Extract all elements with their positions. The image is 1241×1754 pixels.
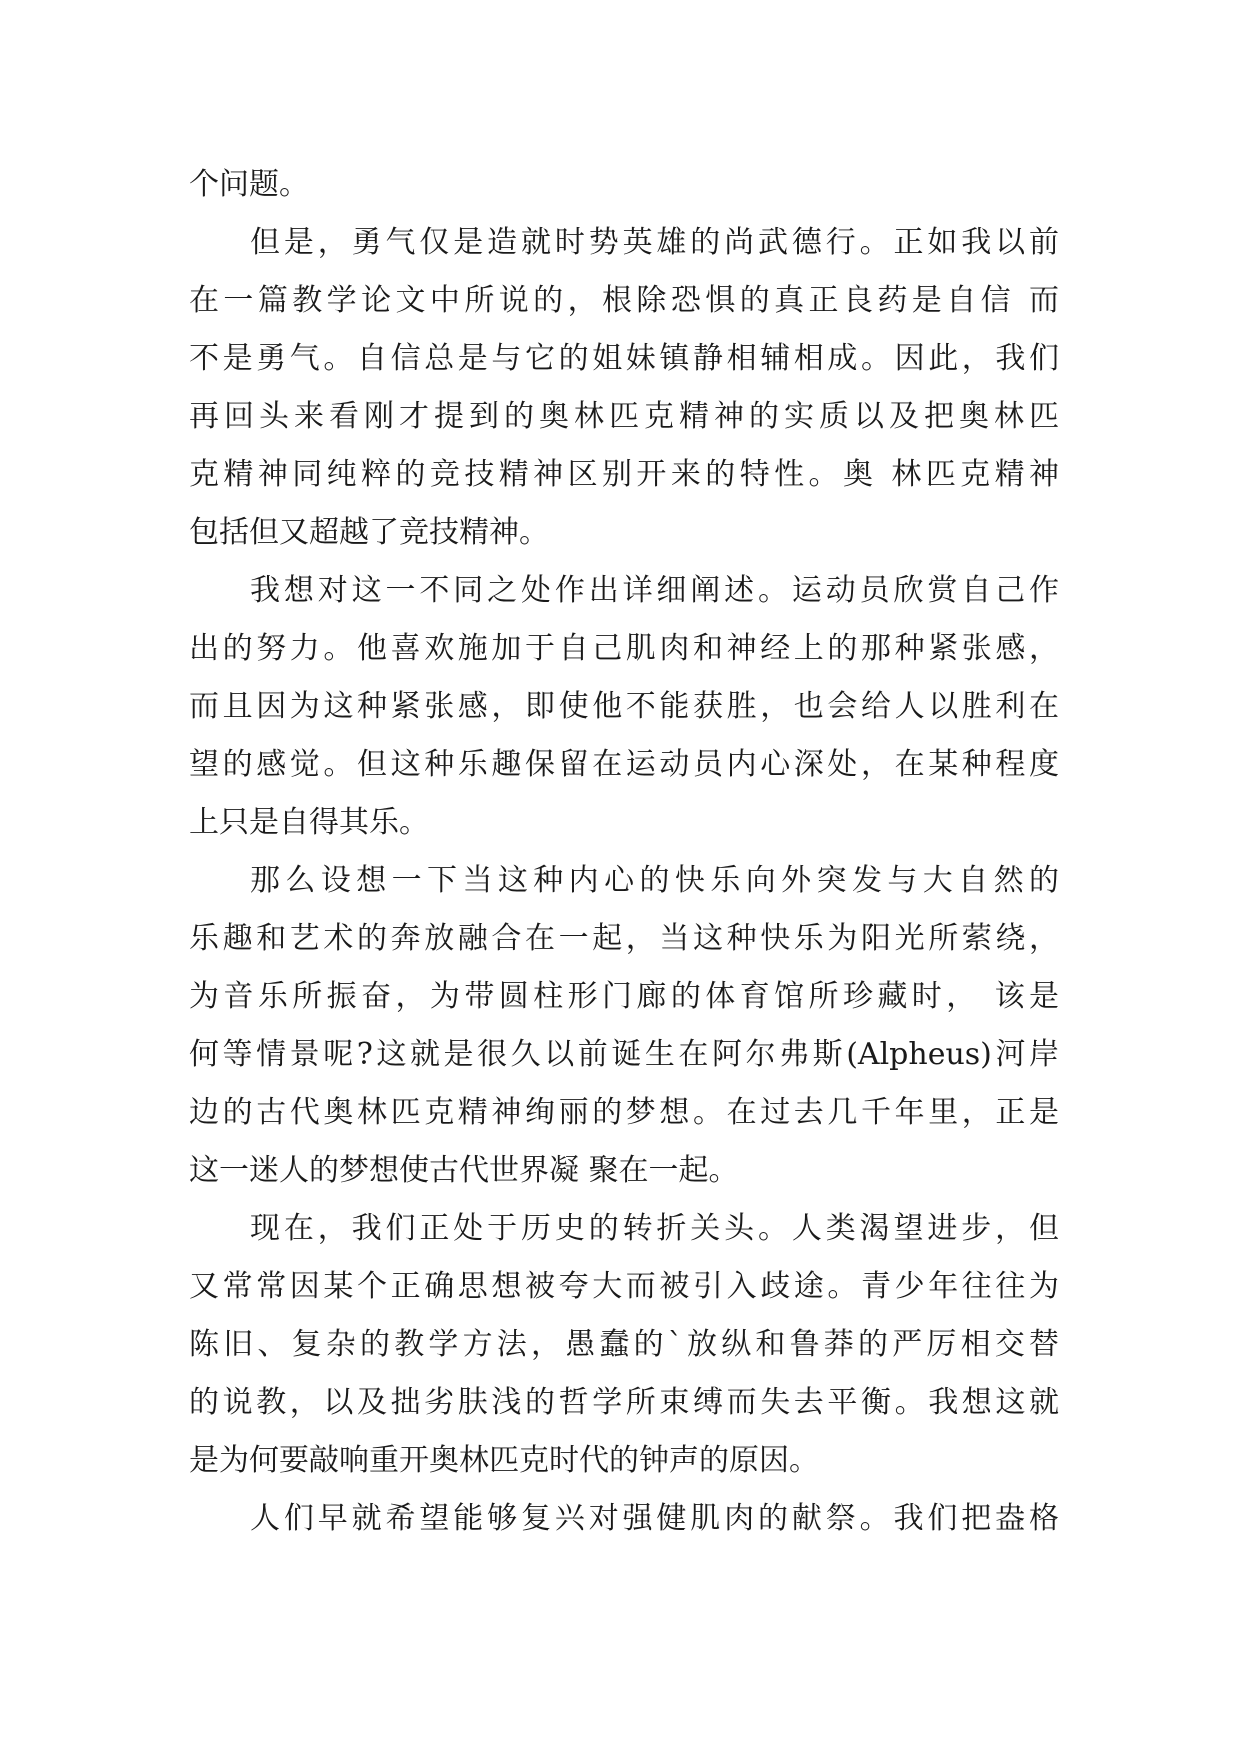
text-line: 出的努力。他喜欢施加于自己肌肉和神经上的那种紧张感， [189,631,1059,666]
text-line: 克精神同纯粹的竞技精神区别开来的特性。奥 林匹克精神 [189,457,1059,492]
text-line: 而且因为这种紧张感，即使他不能获胜，也会给人以胜利在 [189,689,1059,724]
text-line: 个问题。 [189,167,309,202]
text-line: 我想对这一不同之处作出详细阐述。运动员欣赏自己作 [250,573,1059,608]
text-line: 又常常因某个正确思想被夸大而被引入歧途。青少年往往为 [189,1269,1059,1304]
text-line: 再回头来看刚才提到的奥林匹克精神的实质以及把奥林匹 [189,399,1059,434]
text-line: 乐趣和艺术的奔放融合在一起，当这种快乐为阳光所萦绕， [189,921,1059,956]
text-line: 边的古代奥林匹克精神绚丽的梦想。在过去几千年里，正是 [189,1095,1059,1130]
text-line: 人们早就希望能够复兴对强健肌肉的献祭。我们把盎格 [250,1501,1059,1536]
text-line: 包括但又超越了竞技精神。 [189,515,549,550]
text-line: 但是，勇气仅是造就时势英雄的尚武德行。正如我以前 [250,225,1059,260]
body-text [189,156,1059,1548]
text-line: 陈旧、复杂的教学方法，愚蠢的`放纵和鲁莽的严厉相交替 [189,1327,1059,1362]
text-line: 是为何要敲响重开奥林匹克时代的钟声的原因。 [189,1443,819,1478]
text-line: 上只是自得其乐。 [189,805,429,840]
text-line: 这一迷人的梦想使古代世界凝 聚在一起。 [189,1153,739,1188]
text-line: 的说教，以及拙劣肤浅的哲学所束缚而失去平衡。我想这就 [189,1385,1059,1420]
text-line: 望的感觉。但这种乐趣保留在运动员内心深处，在某种程度 [189,747,1059,782]
text-line: 为音乐所振奋，为带圆柱形门廊的体育馆所珍藏时， 该是 [189,979,1059,1014]
text-line: 现在，我们正处于历史的转折关头。人类渴望进步，但 [250,1211,1059,1246]
text-line: 那么设想一下当这种内心的快乐向外突发与大自然的 [250,863,1059,898]
text-line: 在一篇教学论文中所说的，根除恐惧的真正良药是自信 而 [189,283,1059,318]
text-line: 何等情景呢?这就是很久以前诞生在阿尔弗斯(Alpheus)河岸 [189,1037,1059,1072]
text-line: 不是勇气。自信总是与它的姐妹镇静相辅相成。因此，我们 [189,341,1059,376]
